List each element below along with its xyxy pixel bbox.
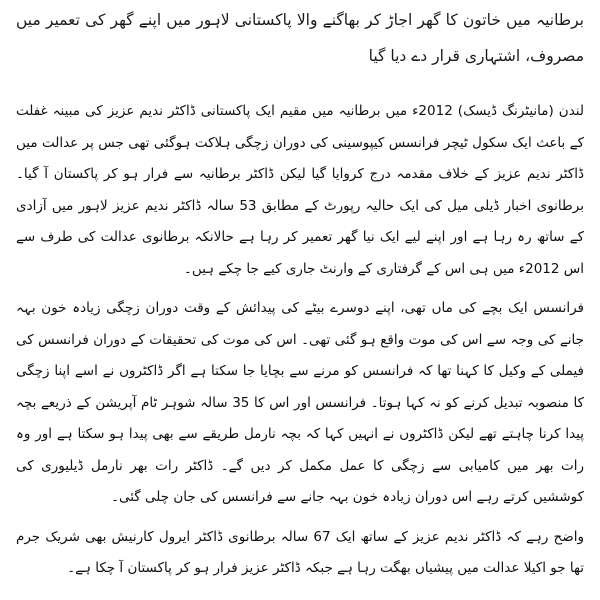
article-paragraph-1: لندن (مانیٹرنگ ڈیسک) 2012ء میں برطانیہ میں مقیم ایک پاکستانی ڈاکٹر ندیم عزیز کی مبینہ غفلت کے باعث ایک سکول ٹیچر فرانسس کیپوسینی کی دوران زچگی ہلاکت ہوگئی تھی جس پر عدالت میں ڈاکٹر ندیم عزیز کے خلاف مقدمہ درج کروایا گیا لیکن ڈاکٹر برطانیہ سے فرار ہو کر پاکستان آ گیا۔ برطانوی اخبار ڈیلی میل کی ایک حالیہ رپورٹ کے مطابق 53 سالہ ڈاکٹر ندیم عزیز لاہور میں آزادی کے ساتھ رہ رہا ہے اور اپنے لیے ایک نیا گھر تعمیر کر رہا ہے حالانکہ برطانوی عدالت کی طرف سے اس 2012ء میں ہی اس کے گرفتاری کے وارنٹ جاری کیے جا چکے ہیں۔ [16,103,584,277]
news-article [16,2,584,593]
article-headline: برطانیہ میں خاتون کا گھر اجاڑ کر بھاگنے والا پاکستانی لاہور میں اپنے گھر کی تعمیر میں مصروف، اشتہاری قرار دے دیا گیا [16,11,584,65]
article-paragraph-3: واضح رہے کہ ڈاکٹر ندیم عزیز کے ساتھ ایک 67 سالہ برطانوی ڈاکٹر ایرول کارنیش بھی شریک جرم تھا جو اکیلا عدالت میں پیشیاں بھگت رہا ہے جبکہ ڈاکٹر عزیز فرار ہو کر پاکستان آ چکا ہے۔ [16,528,584,576]
article-paragraph-2: فرانسس ایک بچے کی ماں تھی، اپنے دوسرے بیٹے کی پیدائش کے وقت دوران زچگی زیادہ خون بہہ جانے کی وجہ سے اس کی موت واقع ہو گئی تھی۔ اس کی موت کی تحقیقات کے دوران فرانسس کی فیملی کے وکیل کا کہنا تھا کہ فرانسس کو مرنے سے بچایا جا سکتا ہے اگر ڈاکٹروں نے اسے اپنا زچگی کا منصوبہ تبدیل کرنے کو نہ کہا ہوتا۔ فرانسس اور اس کا 35 سالہ شوہر ٹام آپریشن کے ذریعے بچہ پیدا کرنا چاہتے تھے لیکن ڈاکٹروں نے انہیں کہا کہ بچہ نارمل طریقے سے بھی پیدا ہو سکتا ہے اور وہ رات بھر میں کامیابی سے زچگی کا عمل مکمل کر دیں گے۔ ڈاکٹر رات بھر نارمل ڈیلیوری کی کوششیں کرتے رہے اس دوران زیادہ خون بہہ جانے سے فرانسس کی جان چلی گئی۔ [16,300,584,505]
